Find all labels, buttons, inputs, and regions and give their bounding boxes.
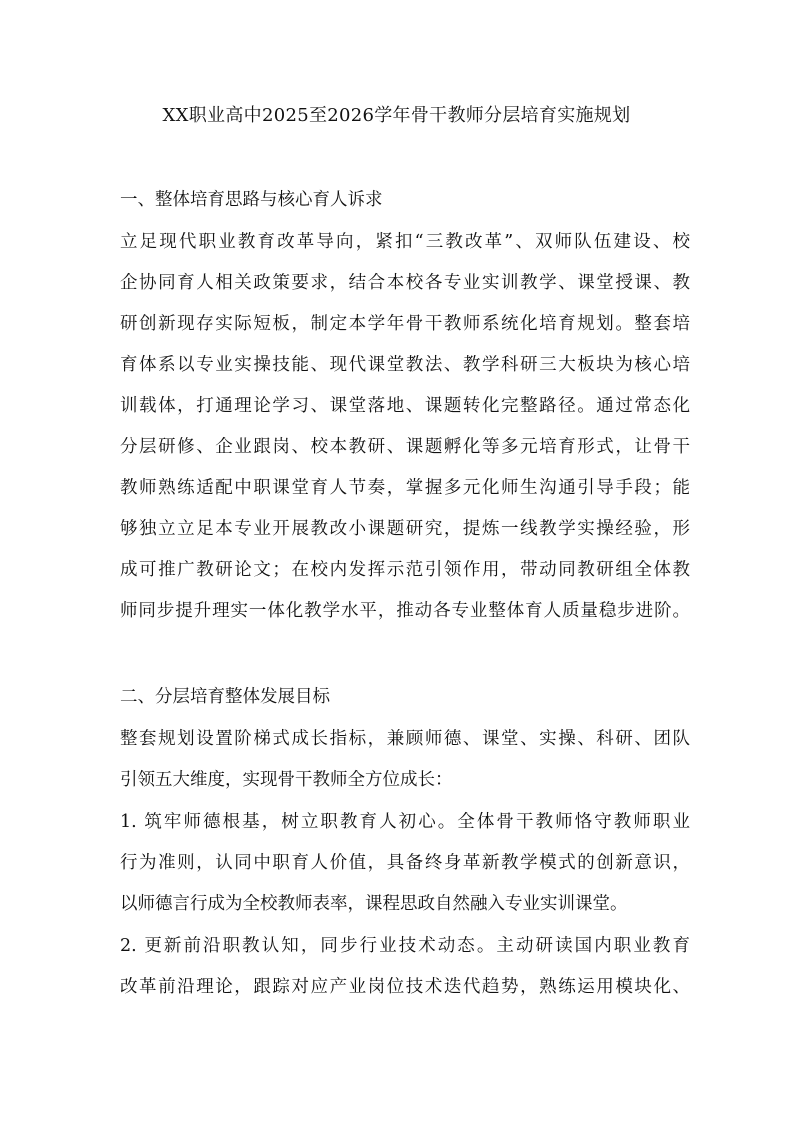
list-item-line: 行为准则，认同中职育人价值，具备终身革新教学模式的创新意识， bbox=[120, 853, 690, 873]
list-item-line: 以师德言行成为全校教师表率，课程思政自然融入专业实训课堂。 bbox=[120, 894, 628, 914]
paragraph-line: 立足现代职业教育改革导向，紧扣“三教改革”、双师队伍建设、校 bbox=[120, 232, 690, 252]
paragraph-line: 师同步提升理实一体化教学水平，推动各专业整体育人质量稳步进阶。 bbox=[120, 601, 690, 621]
paragraph-line: 训载体，打通理论学习、课堂落地、课题转化完整路径。通过常态化 bbox=[120, 396, 690, 416]
list-item-line: 改革前沿理论，跟踪对应产业岗位技术迭代趋势，熟练运用模块化、 bbox=[120, 977, 690, 997]
document-title: XX职业高中2025至2026学年骨干教师分层培育实施规划 bbox=[162, 105, 631, 126]
section-2-heading: 二、分层培育整体发展目标 bbox=[120, 687, 330, 707]
paragraph-line: 够独立立足本专业开展教改小课题研究，提炼一线教学实操经验，形 bbox=[120, 519, 690, 539]
paragraph-line: 教师熟练适配中职课堂育人节奏，掌握多元化师生沟通引导手段；能 bbox=[120, 478, 690, 498]
paragraph-line: 整套规划设置阶梯式成长指标，兼顾师德、课堂、实操、科研、团队 bbox=[120, 729, 690, 749]
paragraph-line: 育体系以专业实操技能、现代课堂教法、教学科研三大板块为核心培 bbox=[120, 355, 690, 375]
paragraph-line: 分层研修、企业跟岗、校本教研、课题孵化等多元培育形式，让骨干 bbox=[120, 437, 690, 457]
paragraph-line: 成可推广教研论文；在校内发挥示范引领作用，带动同教研组全体教 bbox=[120, 560, 690, 580]
paragraph-line: 企协同育人相关政策要求，结合本校各专业实训教学、课堂授课、教 bbox=[120, 273, 690, 293]
list-item-line: 1. 筑牢师德根基，树立职教育人初心。全体骨干教师恪守教师职业 bbox=[120, 812, 690, 832]
paragraph-line: 研创新现存实际短板，制定本学年骨干教师系统化培育规划。整套培 bbox=[120, 314, 690, 334]
section-1-heading: 一、整体培育思路与核心育人诉求 bbox=[120, 190, 383, 210]
paragraph-line: 引领五大维度，实现骨干教师全方位成长： bbox=[120, 770, 453, 790]
list-item-line: 2. 更新前沿职教认知，同步行业技术动态。主动研读国内职业教育 bbox=[120, 936, 690, 956]
